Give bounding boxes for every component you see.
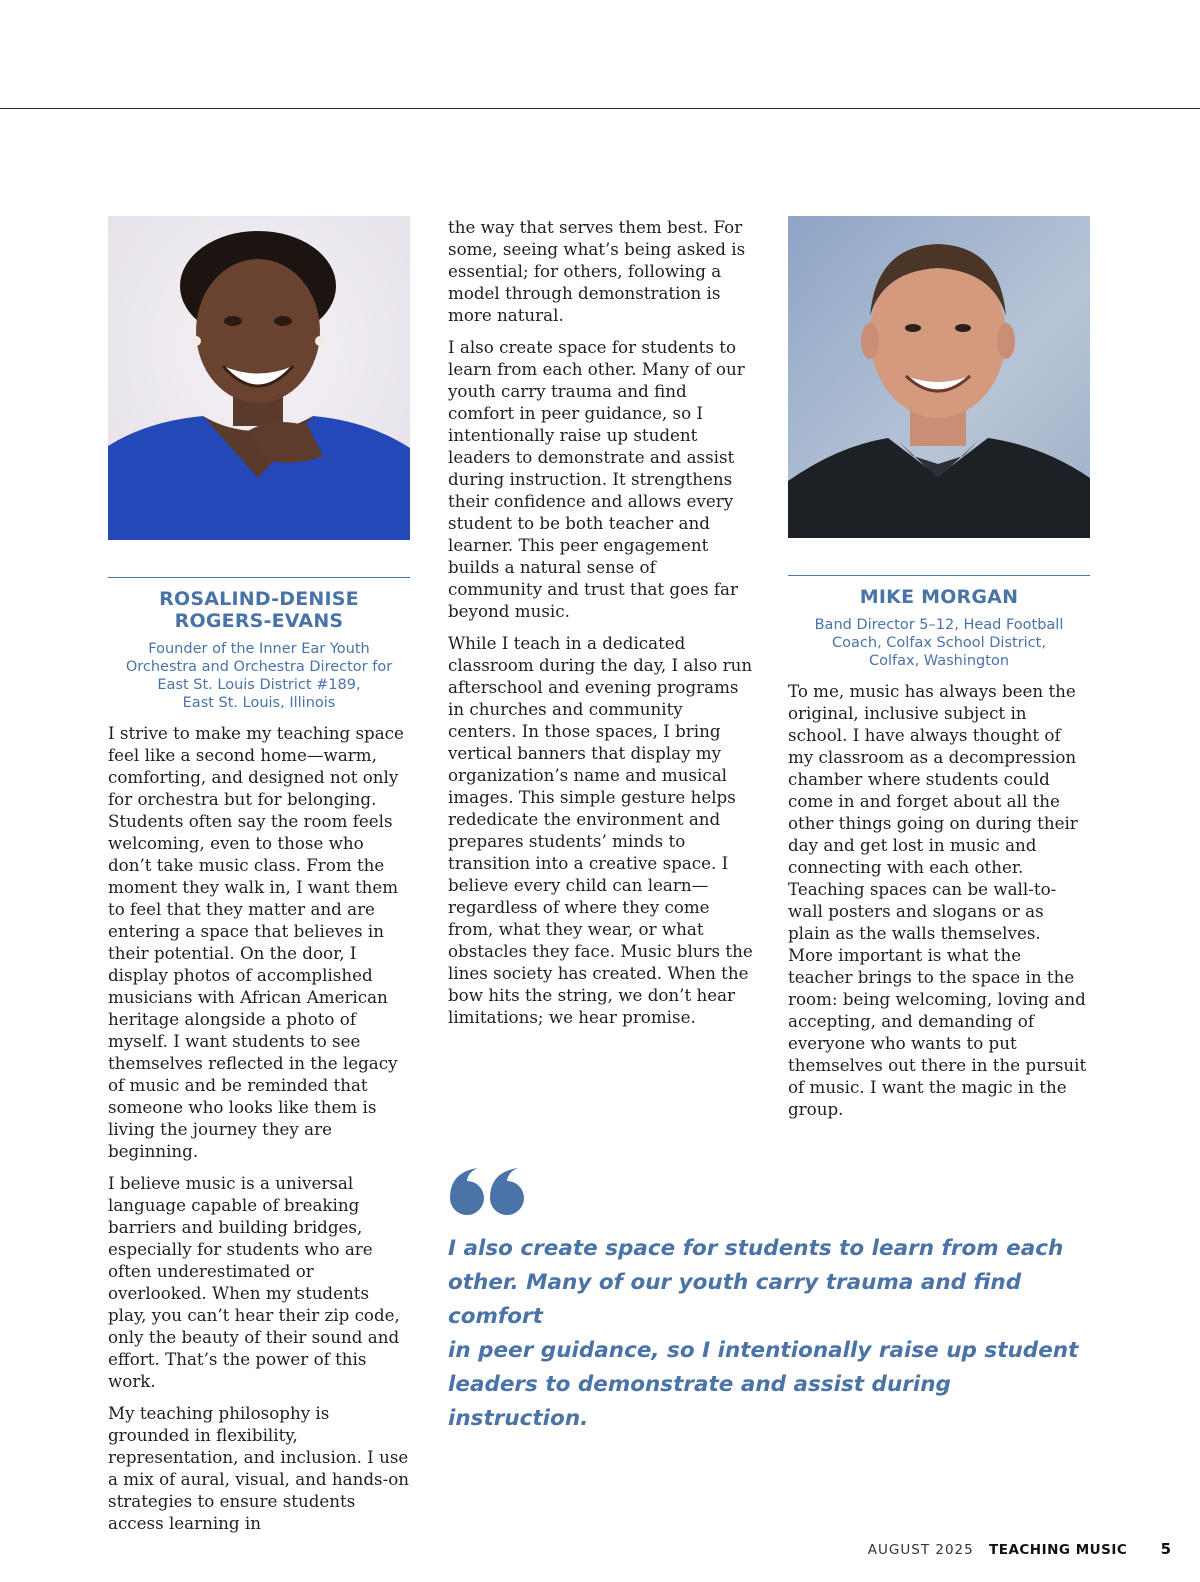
body-paragraph: the way that serves them best. For some, seeing what’s being asked is essential; for others, following a model through demonstration is more natural. (448, 217, 746, 325)
body-paragraph: I strive to make my teaching space feel like a second home—warm, comforting, and designed not only for orchestra but for belonging. Students often say the room feels welcoming, even to those who don’t take music class. From the moment they walk in, I want them to feel that they matter and are entering a space that believes in their potential. On the door, I display photos of accomplished musicians with African American heritage alongside a photo of myself. I want students to see themselves reflected in the legacy of music and be reminded that someone who looks like them is living the journey they are beginning. (108, 723, 404, 1161)
magazine-title: TEACHING MUSIC (989, 1542, 1128, 1558)
quote-line: other. Many of our youth carry trauma and find comfort (448, 1270, 1022, 1329)
profile-rosalind (108, 216, 410, 1544)
role-line: East St. Louis, Illinois (182, 695, 336, 711)
name-line: ROGERS-EVANS (174, 610, 344, 632)
page-number: 5 (1160, 1540, 1172, 1558)
profile-name (108, 588, 410, 632)
role-line: Coach, Colfax School District, (832, 635, 1046, 651)
profile-body (788, 680, 1090, 1120)
profile-role (788, 616, 1090, 670)
name-line: ROSALIND-DENISE (159, 588, 359, 610)
body-paragraph: I believe music is a universal language capable of breaking barriers and building bridges, especially for students who are often underestimated or overlooked. When my students play, you can’t hear their zip code, only the beauty of their sound and effort. That’s the power of this work. (108, 1173, 400, 1391)
continuation-column (448, 216, 753, 1038)
body-paragraph: My teaching philosophy is grounded in flexibility, representation, and inclusion. I use a mix of aural, visual, and hands-on strategies to ensure students access learning in (108, 1403, 410, 1533)
role-line: Founder of the Inner Ear Youth (148, 641, 370, 657)
portrait-photo-rosalind (108, 216, 410, 540)
role-line: East St. Louis District #189, (157, 677, 361, 693)
quote-line: I also create space for students to learn from each (448, 1236, 1064, 1261)
issue-date: AUGUST 2025 (867, 1542, 974, 1558)
quote-line: leaders to demonstrate and assist during instruction. (448, 1372, 951, 1431)
profile-role (108, 640, 410, 712)
profile-mike (788, 216, 1090, 1130)
profile-name: MIKE MORGAN (859, 586, 1019, 608)
role-line: Orchestra and Orchestra Director for (125, 659, 393, 675)
body-paragraph: While I teach in a dedicated classroom during the day, I also run afterschool and evening programs in churches and community centers. In those spaces, I bring vertical banners that display my organization’s name and musical images. This simple gesture helps rededicate the environment and prepares students’ minds to transition into a creative space. I believe every child can learn—regardless of where they come from, what they wear, or what obstacles they face. Music blurs the lines society has created. When the bow hits the string, we don’t hear limitations; we hear promise. (448, 633, 753, 1027)
continuation-body (448, 216, 753, 1028)
body-paragraph: To me, music has always been the original, inclusive subject in school. I have always thought of my classroom as a decompression chamber where students could come in and forget about all the other things going on during their day and get lost in music and connecting with each other. Teaching spaces can be wall-to-wall posters and slogans or as plain as the walls themselves. More important is what the teacher brings to the space in the room: being welcoming, loving and accepting, and demanding of everyone who wants to put themselves out there in the pursuit of music. I want the magic in the group. (788, 681, 1087, 1119)
quote-line: in peer guidance, so I intentionally raise up student (448, 1338, 1079, 1363)
profile-body (108, 722, 410, 1534)
profile-divider (788, 575, 1090, 576)
pull-quote (448, 1168, 1098, 1436)
profile-divider (108, 577, 410, 578)
page-footer (868, 1540, 1172, 1558)
role-line: Colfax, Washington (868, 653, 1010, 669)
portrait-photo-mike (788, 216, 1090, 538)
pull-quote-text (448, 1232, 1098, 1436)
body-paragraph: I also create space for students to learn from each other. Many of our youth carry trauma and find comfort in peer guidance, so I intentionally raise up student leaders to demonstrate and assist during instruction. It strengthens their confidence and allows every student to be both teacher and learner. This peer engagement builds a natural sense of community and trust that goes far beyond music. (448, 337, 745, 621)
top-rule (0, 108, 1200, 109)
quotation-mark-icon (448, 1168, 528, 1216)
role-line: Band Director 5–12, Head Football (814, 617, 1064, 633)
